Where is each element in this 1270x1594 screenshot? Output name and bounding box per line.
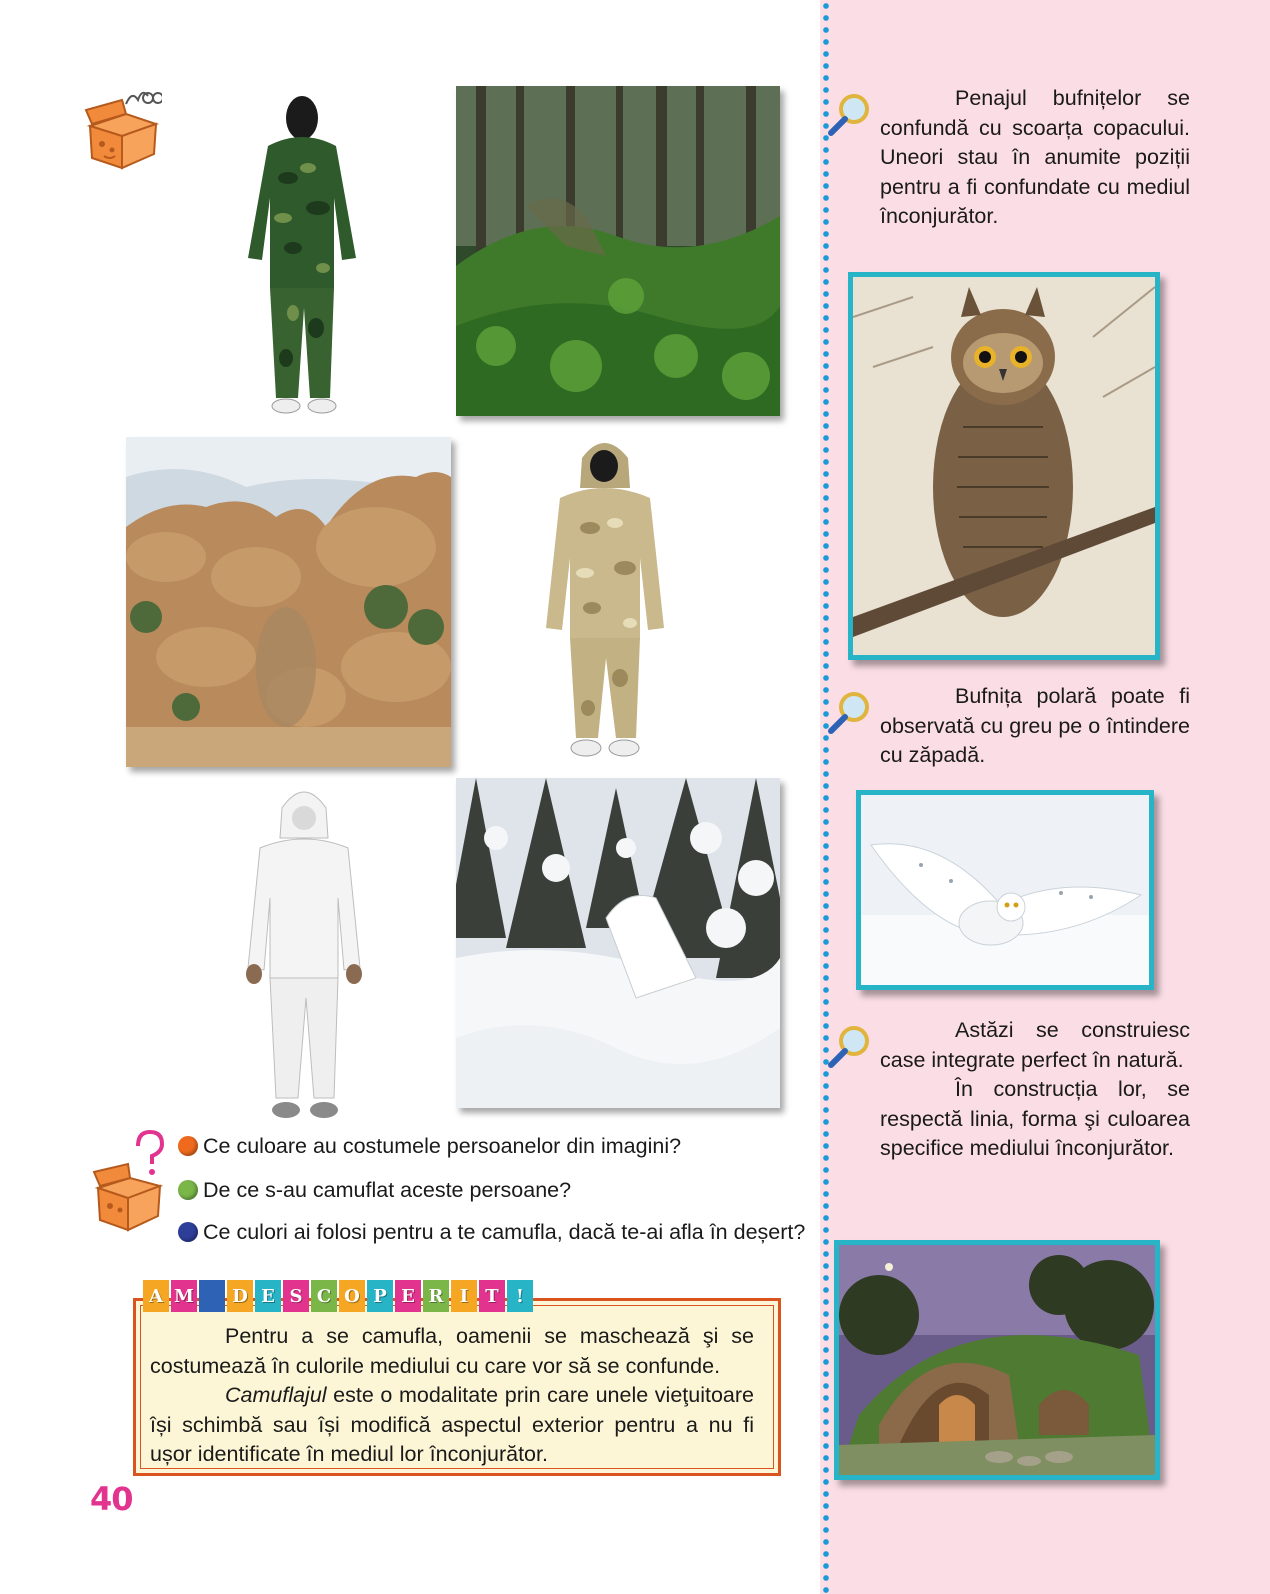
photo-earth-house <box>834 1240 1160 1480</box>
photo-green-camouflage-suit <box>238 88 368 420</box>
note-snowy-owl <box>880 682 1190 771</box>
banner-letter: D <box>227 1280 253 1312</box>
banner-letter: M <box>171 1280 197 1312</box>
banner-letter: A <box>143 1280 169 1312</box>
banner-letter: E <box>395 1280 421 1312</box>
note-owl-plumage <box>880 84 1190 232</box>
magnifier-icon <box>826 690 872 736</box>
discover-paragraph-1: Pentru a se camufla, oamenii se maschează şi se costumează în culorile mediului cu care vor să se confunde. <box>150 1324 754 1378</box>
banner-letter <box>199 1280 225 1312</box>
green-bullet-icon <box>178 1180 198 1200</box>
photo-desert-camouflage <box>126 437 451 767</box>
banner-letter: R <box>423 1280 449 1312</box>
banner-letter: T <box>479 1280 505 1312</box>
camouflage-term: Camuflajul <box>225 1383 327 1407</box>
magnifier-icon <box>826 1024 872 1070</box>
question-3 <box>178 1218 810 1247</box>
discover-banner <box>143 1280 535 1314</box>
photo-snowy-owl <box>856 790 1154 990</box>
magnifier-icon <box>826 92 872 138</box>
discover-paragraph-2 <box>150 1381 754 1470</box>
question-1-text: Ce culoare au costumele persoanelor din imagini? <box>203 1134 682 1158</box>
photo-horned-owl <box>848 272 1160 660</box>
banner-letter: E <box>255 1280 281 1312</box>
banner-letter: C <box>311 1280 337 1312</box>
orange-bullet-icon <box>178 1136 198 1156</box>
note-snowy-owl-text: Bufnița polară poate fi observată cu greu pe o întindere cu zăpadă. <box>880 684 1190 767</box>
photo-white-camouflage-suit <box>244 778 364 1130</box>
blue-bullet-icon <box>178 1222 198 1242</box>
dotted-divider <box>822 0 830 1594</box>
photo-forest-camouflage <box>456 86 780 416</box>
question-1 <box>178 1132 810 1161</box>
question-2-text: De ce s-au camuflat aceste persoane? <box>203 1178 572 1202</box>
discover-paragraph-2-rest: este o modalitate prin care unele vieţuitoare își schimbă sau își modifică aspectul exterior pentru a nu fi ușor identificate în mediul lor înconjurător. <box>150 1383 754 1466</box>
banner-letter: ! <box>507 1280 533 1312</box>
treasure-box-icon <box>82 86 162 172</box>
banner-letter: I <box>451 1280 477 1312</box>
question-2 <box>178 1176 810 1205</box>
photo-desert-camouflage-suit <box>540 428 670 768</box>
note-eco-houses-text-2: În construcția lor, se respectă linia, forma şi culoarea specifice mediului înconjurător. <box>880 1077 1190 1160</box>
photo-snow-camouflage <box>456 778 780 1108</box>
question-box-icon <box>90 1128 166 1234</box>
banner-letter: P <box>367 1280 393 1312</box>
page-number: 40 <box>90 1480 133 1518</box>
discover-text <box>150 1322 754 1470</box>
banner-letter: S <box>283 1280 309 1312</box>
note-owl-plumage-text: Penajul bufnițelor se confundă cu scoarța copacului. Uneori stau în anumite poziții pentru a fi confundate cu mediul înconjurător. <box>880 86 1190 228</box>
note-eco-houses-text-1: Astăzi se construiesc case integrate perfect în natură. <box>880 1018 1190 1072</box>
banner-letter: O <box>339 1280 365 1312</box>
question-3-text: Ce culori ai folosi pentru a te camufla, dacă te-ai afla în deșert? <box>203 1220 806 1244</box>
note-eco-houses <box>880 1016 1190 1164</box>
